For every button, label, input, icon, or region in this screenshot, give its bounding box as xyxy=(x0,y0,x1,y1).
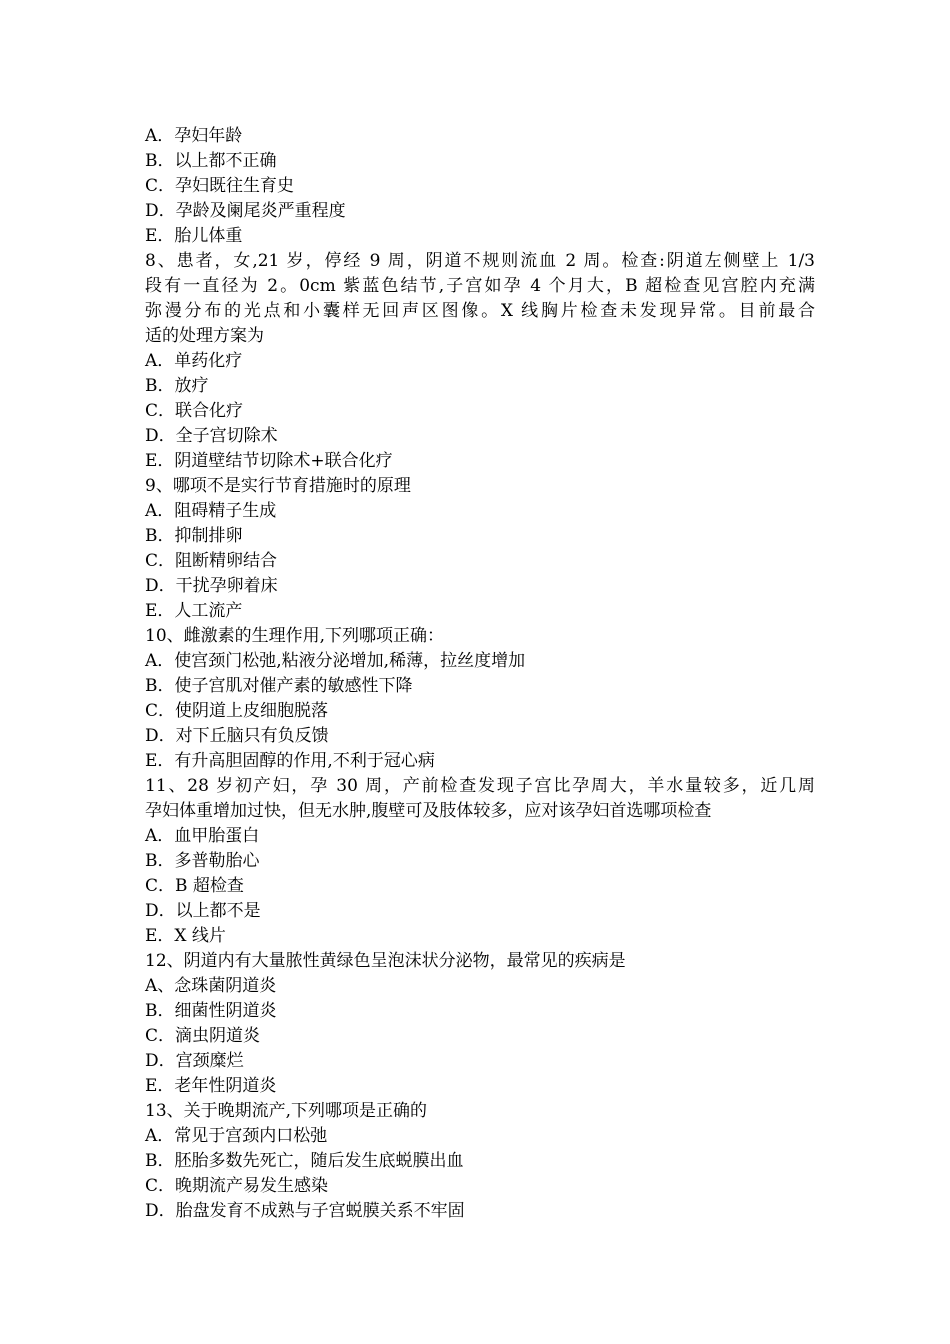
option-line: A．使宫颈门松弛,粘液分泌增加,稀薄，拉丝度增加 xyxy=(145,651,526,671)
option-line: C．联合化疗 xyxy=(145,401,244,421)
option-line: A．单药化疗 xyxy=(145,351,243,371)
question-11-line-2: 孕妇体重增加过快，但无水肿,腹壁可及肢体较多，应对该孕妇首选哪项检查 xyxy=(145,801,712,821)
option-line: D．宫颈糜烂 xyxy=(145,1051,244,1071)
option-line: D．干扰孕卵着床 xyxy=(145,576,278,596)
option-line: B．使子宫肌对催产素的敏感性下降 xyxy=(145,676,413,696)
question-10: 10、雌激素的生理作用,下列哪项正确： xyxy=(145,626,445,646)
question-8-line-2: 段有一直径为 2。0cm 紫蓝色结节,子宫如孕 4 个月大，B 超检查见宫腔内充满 xyxy=(145,276,815,296)
option-line: A．阻碍精子生成 xyxy=(145,501,277,521)
option-line: B．抑制排卵 xyxy=(145,526,243,546)
option-line: C．B 超检查 xyxy=(145,876,244,896)
option-line: D．胎盘发育不成熟与子宫蜕膜关系不牢固 xyxy=(145,1201,465,1221)
option-line: B．多普勒胎心 xyxy=(145,851,260,871)
option-line: B．放疗 xyxy=(145,376,209,396)
question-8-line-4: 适的处理方案为 xyxy=(145,326,264,346)
question-12: 12、阴道内有大量脓性黄绿色呈泡沫状分泌物，最常见的疾病是 xyxy=(145,951,626,971)
option-line: A．孕妇年龄 xyxy=(145,126,243,146)
option-line: D．对下丘脑只有负反馈 xyxy=(145,726,329,746)
option-line: D．全子宫切除术 xyxy=(145,426,278,446)
question-8-line-1: 8、患者，女,21 岁，停经 9 周，阴道不规则流血 2 周。检查:阴道左侧壁上 1/3 xyxy=(145,251,815,271)
option-line: A．常见于宫颈内口松弛 xyxy=(145,1126,328,1146)
question-8-line-3: 弥漫分布的光点和小囊样无回声区图像。X 线胸片检查未发现异常。目前最合 xyxy=(145,301,815,321)
document-page xyxy=(145,124,815,1224)
option-line: B．以上都不正确 xyxy=(145,151,277,171)
option-line: D．以上都不是 xyxy=(145,901,261,921)
question-13: 13、关于晚期流产,下列哪项是正确的 xyxy=(145,1101,428,1121)
option-line: A．血甲胎蛋白 xyxy=(145,826,260,846)
option-line: C．使阴道上皮细胞脱落 xyxy=(145,701,329,721)
option-line: E．老年性阴道炎 xyxy=(145,1076,277,1096)
option-line: E．有升高胆固醇的作用,不利于冠心病 xyxy=(145,751,435,771)
option-line: C．滴虫阴道炎 xyxy=(145,1026,261,1046)
question-9: 9、哪项不是实行节育措施时的原理 xyxy=(145,476,411,496)
option-line: C．孕妇既往生育史 xyxy=(145,176,295,196)
option-line: A、念珠菌阴道炎 xyxy=(145,976,277,996)
option-line: C．晚期流产易发生感染 xyxy=(145,1176,329,1196)
question-11-line-1: 11、28 岁初产妇，孕 30 周，产前检查发现子宫比孕周大，羊水量较多，近几周 xyxy=(145,776,815,796)
option-line: E．X 线片 xyxy=(145,926,226,946)
option-line: E．胎儿体重 xyxy=(145,226,243,246)
option-line: C．阻断精卵结合 xyxy=(145,551,278,571)
option-line: E．阴道壁结节切除术+联合化疗 xyxy=(145,451,393,471)
option-line: B．胚胎多数先死亡，随后发生底蜕膜出血 xyxy=(145,1151,464,1171)
option-line: E．人工流产 xyxy=(145,601,243,621)
option-line: B．细菌性阴道炎 xyxy=(145,1001,277,1021)
option-line: D．孕龄及阑尾炎严重程度 xyxy=(145,201,346,221)
